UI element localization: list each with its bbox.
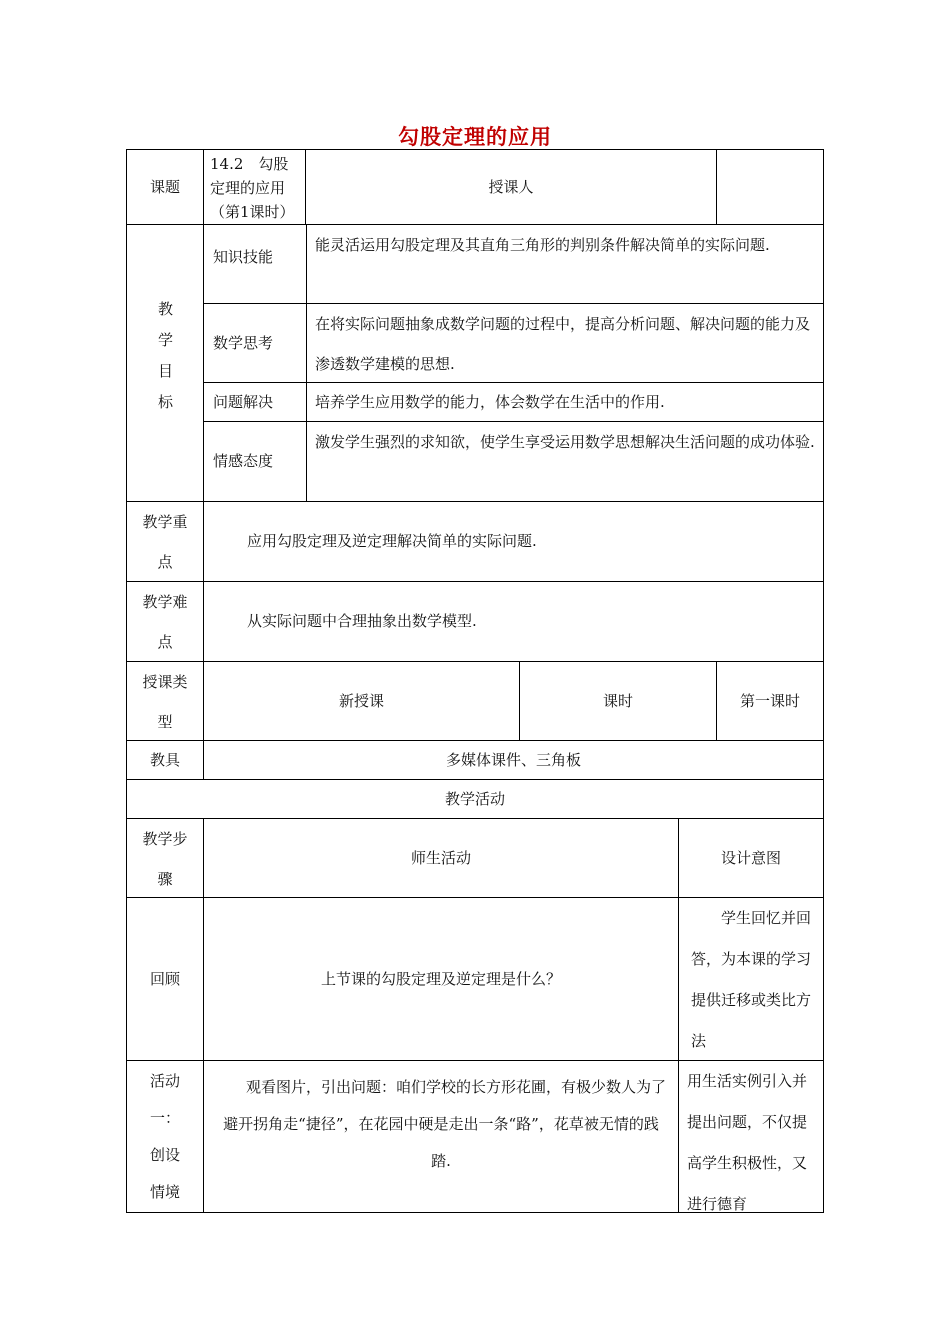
objective-text-1 (306, 224, 824, 304)
step-1-intent (678, 897, 824, 1061)
tools-label (126, 740, 204, 780)
objective-text: 能灵活运用勾股定理及其直角三角形的判别条件解决简单的实际问题. (315, 236, 770, 254)
key-point-label (126, 501, 204, 582)
teacher-label (305, 149, 717, 225)
step-2-name (126, 1060, 204, 1213)
period-value-text: 第一课时 (739, 691, 800, 710)
objective-name-text: 知识技能 (213, 248, 274, 266)
step-2-activity (203, 1060, 679, 1213)
step-intent-text: 用生活实例引入并提出问题，不仅提高学生积极性，又进行德育 (687, 1072, 808, 1213)
tools-label-text: 教具 (149, 750, 180, 769)
step-intent-text: 学生回忆并回答，为本课的学习提供迁移或类比方法 (691, 909, 812, 1050)
topic-value (203, 149, 306, 225)
lesson-type-value (203, 661, 520, 741)
key-point-label-text: 教学重点 (142, 513, 188, 571)
step-name-text: 回顾 (149, 969, 180, 988)
step-2-intent (678, 1060, 824, 1213)
key-point-text (203, 501, 824, 582)
activity-header (203, 818, 679, 898)
lesson-type-label (126, 661, 204, 741)
lesson-plan-table (126, 149, 824, 1213)
objective-text-4 (306, 421, 824, 502)
step-1-activity (203, 897, 679, 1061)
step-header-text: 教学步骤 (142, 830, 188, 888)
objective-name-4 (203, 421, 307, 502)
objectives-label (126, 224, 204, 502)
objective-name-text: 情感态度 (213, 452, 274, 470)
activities-heading (126, 779, 824, 819)
objective-text-2 (306, 303, 824, 383)
activities-heading-text: 教学活动 (444, 789, 505, 808)
step-header (126, 818, 204, 898)
activity-header-text: 师生活动 (410, 848, 471, 867)
objective-name-text: 数学思考 (213, 333, 274, 352)
objective-name-1 (203, 224, 307, 304)
difficulty-label (126, 581, 204, 662)
objective-name-2 (203, 303, 307, 383)
key-point-text-value: 应用勾股定理及逆定理解决简单的实际问题. (247, 532, 537, 550)
objective-text: 培养学生应用数学的能力，体会数学在生活中的作用. (315, 392, 665, 411)
objective-name-text: 问题解决 (213, 392, 274, 411)
difficulty-text-value: 从实际问题中合理抽象出数学模型. (247, 612, 477, 630)
teacher-value (716, 149, 824, 225)
topic-value-text: 14.2 勾股定理的应用（第1课时） (210, 155, 295, 221)
period-label-text: 课时 (602, 691, 633, 710)
topic-label-text: 课题 (149, 177, 180, 196)
step-name-text: 活动一：创设情境 (149, 1071, 180, 1201)
period-label (519, 661, 717, 741)
objective-text-3 (306, 382, 824, 422)
objective-name-3 (203, 382, 307, 422)
lesson-type-value-text: 新授课 (338, 691, 384, 710)
difficulty-label-text: 教学难点 (142, 593, 188, 651)
tools-value (203, 740, 824, 780)
step-activity-text: 上节课的勾股定理及逆定理是什么？ (320, 969, 561, 988)
objective-text: 在将实际问题抽象成数学问题的过程中，提高分析问题、解决问题的能力及渗透数学建模的思想. (315, 315, 811, 373)
topic-label (126, 149, 204, 225)
page-title: 勾股定理的应用 (398, 124, 552, 149)
teacher-label-text: 授课人 (488, 177, 534, 196)
intent-header-text: 设计意图 (720, 848, 781, 867)
period-value (716, 661, 824, 741)
objective-text: 激发学生强烈的求知欲，使学生享受运用数学思想解决生活问题的成功体验. (315, 433, 815, 451)
intent-header (678, 818, 824, 898)
lesson-type-label-text: 授课类型 (142, 673, 188, 731)
step-1-name (126, 897, 204, 1061)
tools-value-text: 多媒体课件、三角板 (445, 750, 581, 769)
difficulty-text (203, 581, 824, 662)
objectives-label-text: 教学目标 (156, 301, 174, 425)
step-activity-text: 观看图片，引出问题：咱们学校的长方形花圃，有极少数人为了避开拐角走“捷径”，在花园中硬是走出一条“路”，花草被无情的践踏. (223, 1078, 667, 1170)
